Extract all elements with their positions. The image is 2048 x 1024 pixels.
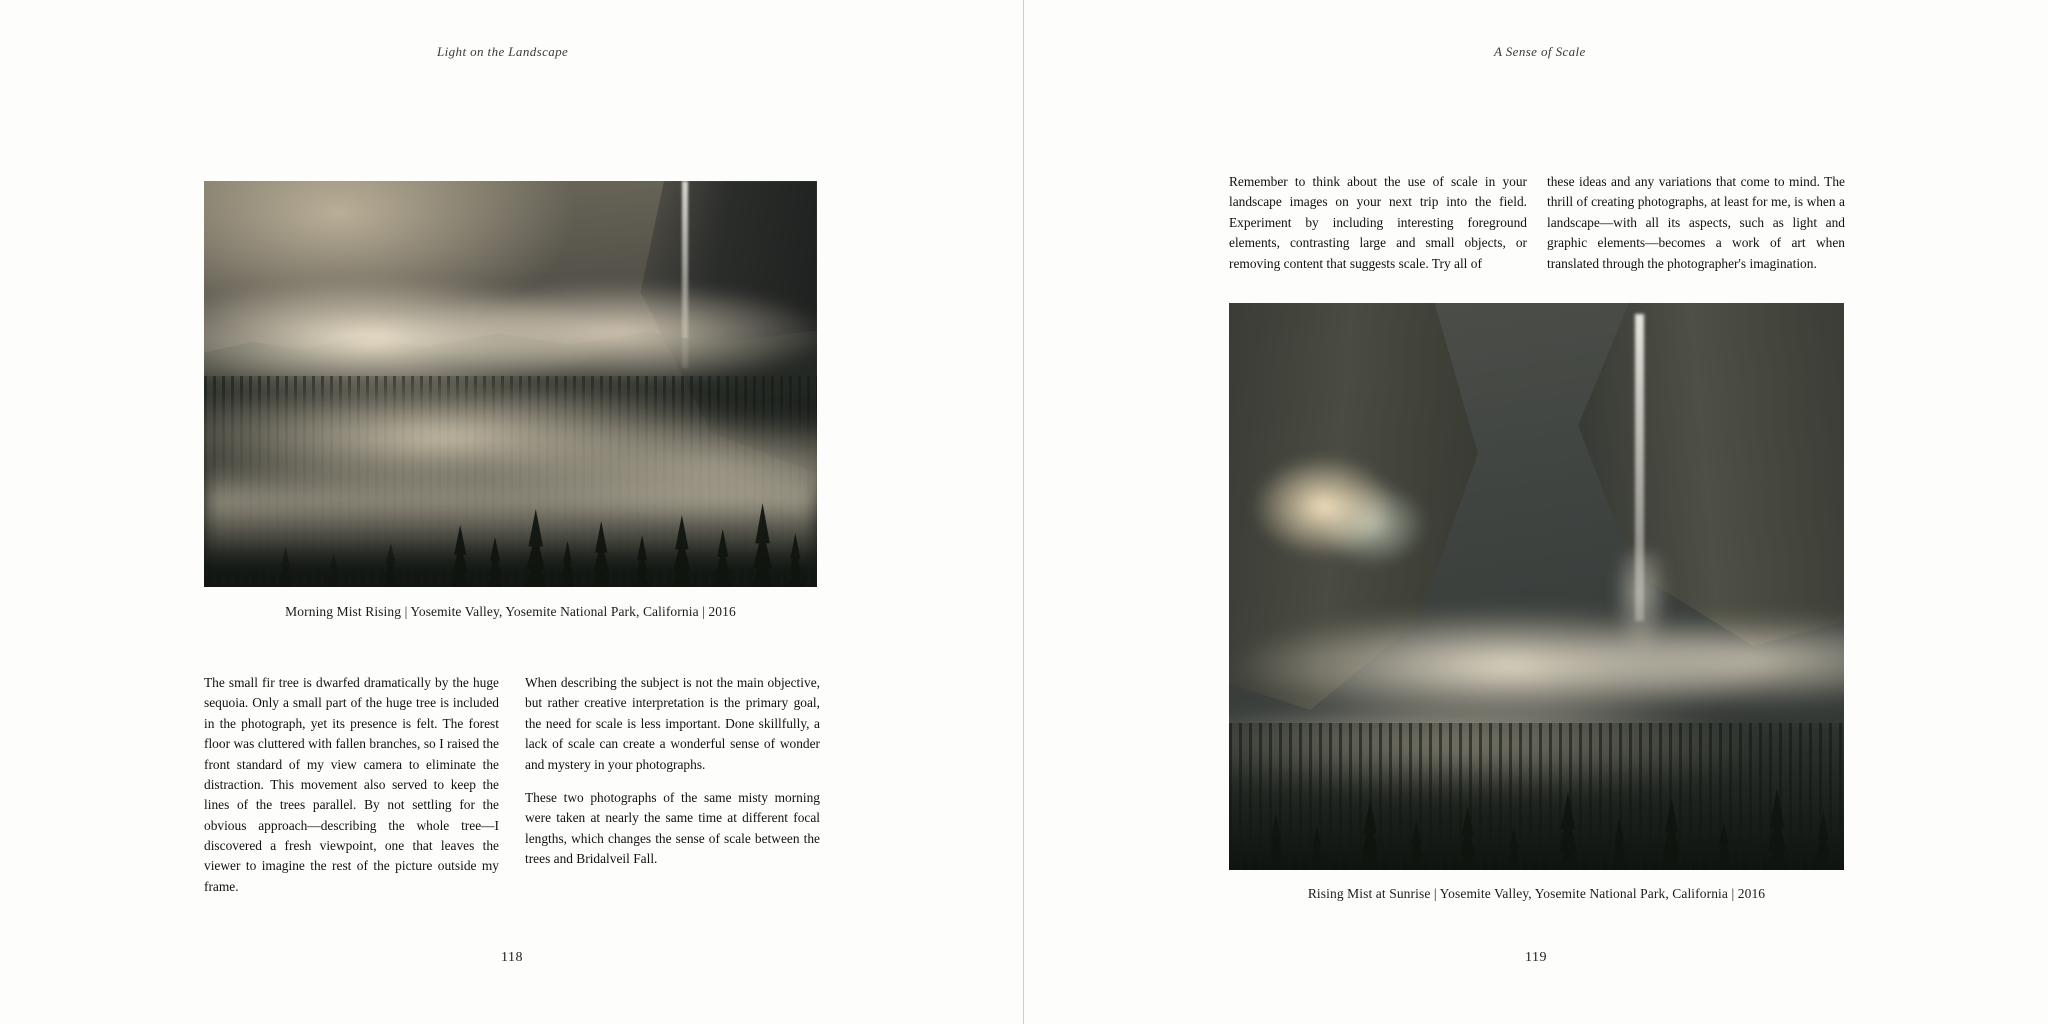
left-column-1 <box>204 673 499 897</box>
right-column-1 <box>1229 172 1527 274</box>
page-number-right: 119 <box>1525 950 1547 965</box>
page-number-left: 118 <box>501 950 523 965</box>
running-head-right: A Sense of Scale <box>1494 44 1586 59</box>
paragraph: Remember to think about the use of scale in your landscape images on your next trip into the field. Experiment by including interesting foreground elements, contrasting large and small objects, or removing content that suggests scale. Try all of <box>1229 174 1527 271</box>
right-column-2 <box>1547 172 1845 274</box>
left-page-columns <box>204 673 820 897</box>
photo-rising-mist <box>1229 303 1844 870</box>
paragraph: The small fir tree is dwarfed dramatically by the huge sequoia. Only a small part of the huge tree is included in the photograph, yet its presence is felt. The forest floor was cluttered with fallen branches, so I raised the front standard of my view camera to eliminate the distraction. This movement also served to keep the lines of the trees parallel. By not settling for the obvious approach—describing the whole tree—I discovered a fresh viewpoint, one that leaves the viewer to imagine the rest of the picture outside my frame. <box>204 675 499 894</box>
left-column-2 <box>525 673 820 897</box>
right-page <box>1024 0 2048 1024</box>
right-page-columns <box>1229 172 1845 274</box>
photo-morning-mist <box>204 181 817 587</box>
paragraph: these ideas and any variations that come to mind. The thrill of creating photographs, at least for me, is when a landscape—with all its aspects, such as light and graphic elements—becomes a work of art when translated through the photographer's imagination. <box>1547 174 1845 271</box>
running-head-left: Light on the Landscape <box>437 44 569 59</box>
paragraph: When describing the subject is not the main objective, but rather creative interpretation is the primary goal, the need for scale is less important. Done skillfully, a lack of scale can create a wonderful sense of wonder and mystery in your photographs. <box>525 675 820 772</box>
paragraph: These two photographs of the same misty morning were taken at nearly the same time at different focal lengths, which changes the sense of scale between the trees and Bridalveil Fall. <box>525 789 820 866</box>
caption-rising-mist: Rising Mist at Sunrise | Yosemite Valley, Yosemite National Park, California | 2016 <box>1307 886 1766 901</box>
caption-morning-mist: Morning Mist Rising | Yosemite Valley, Yosemite National Park, California | 2016 <box>285 604 736 619</box>
